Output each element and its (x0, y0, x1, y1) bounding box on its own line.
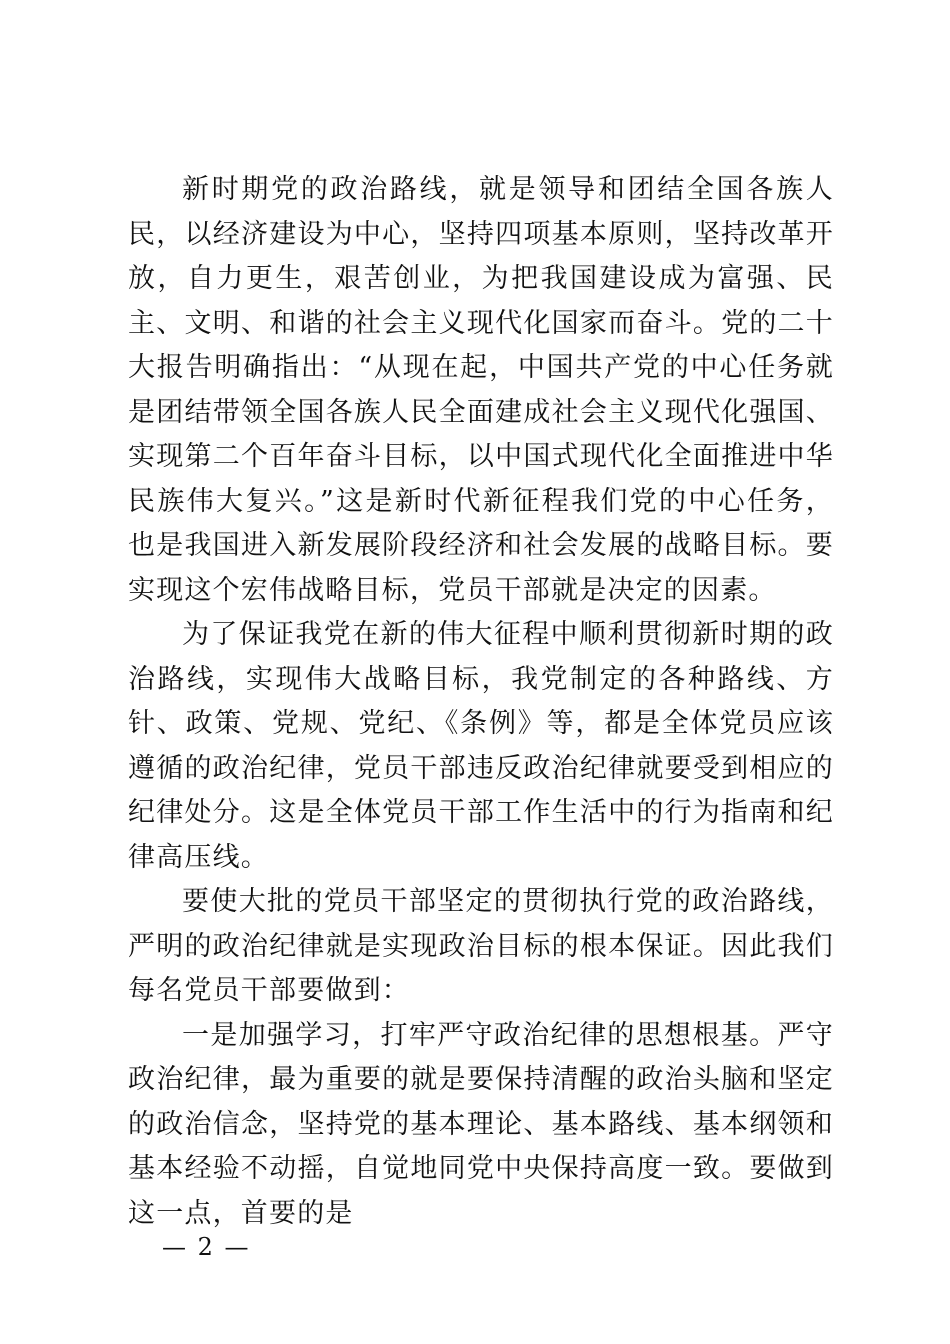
body-text (128, 168, 834, 1236)
page-number: — 2 — (162, 1233, 251, 1261)
paragraph-study: 一是加强学习，打牢严守政治纪律的思想根基。严守政治纪律，最为重要的就是要保持清醒的政治头脑和坚定的政治信念，坚持党的基本理论、基本路线、基本纲领和基本经验不动摇，自觉地同党中央保持高度一致。要做到这一点，首要的是 (128, 1019, 834, 1229)
paragraph-requirements: 要使大批的党员干部坚定的贯彻执行党的政治路线，严明的政治纪律就是实现政治目标的根本保证。因此我们每名党员干部要做到： (128, 886, 834, 1006)
paragraph-political-line: 新时期党的政治路线，就是领导和团结全国各族人民，以经济建设为中心，坚持四项基本原则，坚持改革开放，自力更生，艰苦创业，为把我国建设成为富强、民主、文明、和谐的社会主义现代化国家而奋斗。党的二十大报告明确指出：“从现在起，中国共产党的中心任务就是团结带领全国各族人民全面建成社会主义现代化强国、实现第二个百年奋斗目标，以中国式现代化全面推进中华民族伟大复兴。”这是新时代新征程我们党的中心任务，也是我国进入新发展阶段经济和社会发展的战略目标。要实现这个宏伟战略目标，党员干部就是决定的因素。 (128, 174, 834, 606)
paragraph-political-discipline: 为了保证我党在新的伟大征程中顺利贯彻新时期的政治路线，实现伟大战略目标，我党制定的各种路线、方针、政策、党规、党纪、《条例》等，都是全体党员应该遵循的政治纪律，党员干部违反政治纪律就要受到相应的纪律处分。这是全体党员干部工作生活中的行为指南和纪律高压线。 (128, 619, 834, 873)
